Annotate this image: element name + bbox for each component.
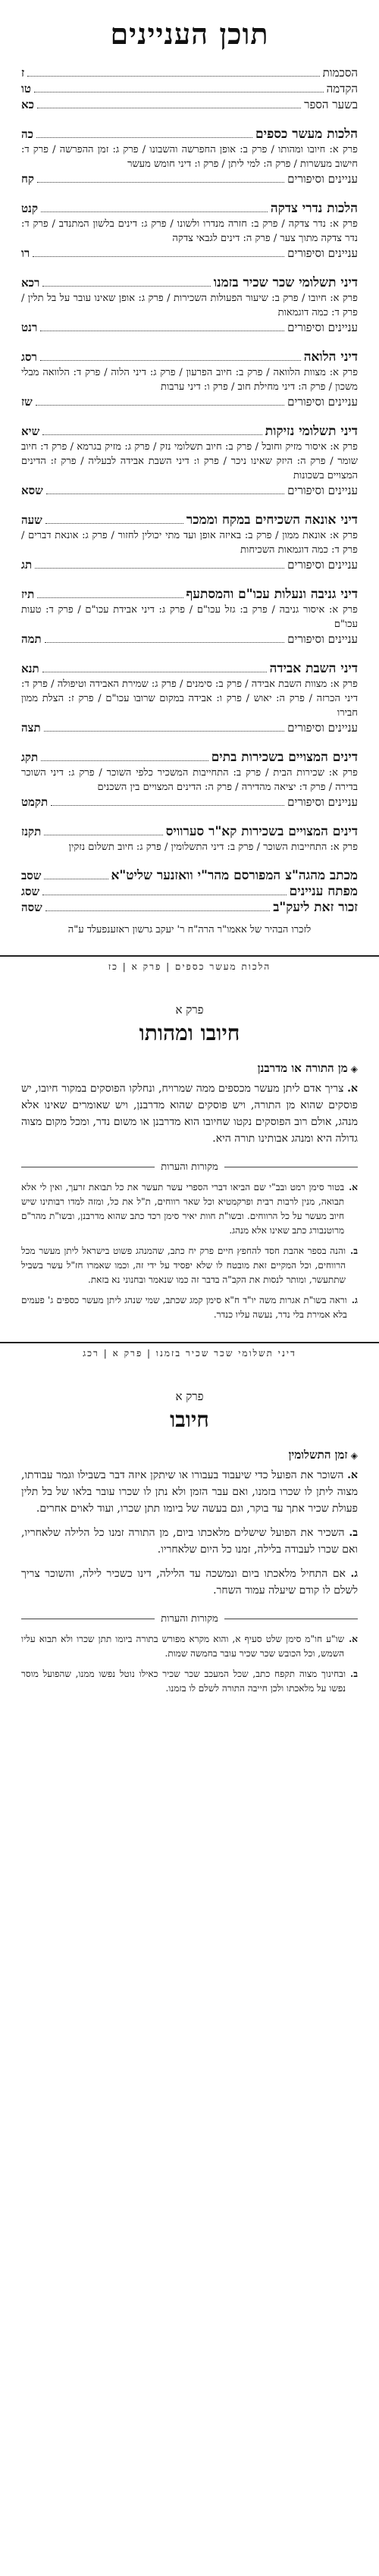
toc-chapter-list: פרק א: נדר צדקה / פרק ב: חזרה מנדרו ולשונו / פרק ג: דינים בלשון המתנדב / פרק ד: נדר צדקה מתוך צער / פרק ה: דינים לגבאי צדקה (21, 218, 358, 244)
toc-page: רכא (21, 276, 40, 290)
toc-section (21, 275, 358, 336)
toc-label: הקדמה (326, 82, 358, 96)
toc-section-heading (21, 424, 358, 440)
toc-row (21, 720, 358, 736)
toc-section (21, 201, 358, 262)
chapter-title: חיובו (170, 1407, 209, 1432)
note-text: והנה בספר אהבת חסד להחפץ חיים פרק יח כתב, שהמנהג פשוט בישראל ליתן מעשר מכל הרווחים, וכל המקיים זאת מובטח לו שלא יפסיד על ידי זה, וכמו שאמרו חז"ל עשר בשביל שתתעשר, ומותר לנסות את הקב"ה בדבר זה כמו שנאמר ובחנוני נא בזאת. (21, 1246, 346, 1285)
note-text: בטור סימן רמט ובב"י שם הביאו דברי הספרי עשר תעשר את כל תבואת זרעך, ואין לי אלא תבואה, מנין לרבות רבית ופרקמטיא וכל שאר רווחים, ת"ל את כל, ומזה למדו רבותינו שיש חיוב מעשר על כל הרווחים. ובשו"ת חוות יאיר סימן רכד כתב שהוא מדרבנן, ובשו"ת מהר"ם מרוטנבורג כתב שאינו אלא מנהג. (21, 1182, 345, 1236)
note-letter: א. (349, 1634, 358, 1644)
toc-section-heading (21, 587, 358, 603)
toc-label: דיני הלואה (303, 349, 358, 365)
toc-label: דיני תשלומי שכר שכיר בזמנו (213, 275, 358, 290)
chapter-title: חיובו ומהותו (139, 1020, 240, 1045)
toc-label: מפתח עניינים (289, 884, 358, 899)
toc-row (21, 794, 358, 810)
toc-chapter-list: פרק א: מצוות הלוואה / פרק ב: חיוב הפרעון / פרק ג: דיני הלוה / פרק ד: הלוואה מבלי משכון / פרק ה: דיני מחילת חוב / פרק ו: דיני ערבות (21, 367, 358, 393)
toc-title: תוכן העניינים (110, 17, 269, 51)
toc-row (21, 171, 358, 187)
source-note (21, 1667, 358, 1696)
sources-divider (21, 1161, 358, 1173)
page (0, 17, 379, 2576)
paragraph (21, 1467, 358, 1517)
toc-chapter-list: פרק א: חיובו ומהותו / פרק ב: אופן החפרשה והשבונו / פרק ג: זמן ההפרשה / פרק ד: חישוב מעשרות / פרק ה: למי ליתן / פרק ו: דיני חומש מעשר (21, 144, 358, 170)
toc-label: הלכות נדרי צדקה (270, 201, 358, 216)
toc-label: עניינים וסיפורים (287, 558, 358, 572)
toc-section (21, 750, 358, 810)
toc-row (21, 557, 358, 573)
toc-section (21, 127, 358, 187)
toc-chapter-list: פרק א: התחייבות השוכר / פרק ב: דיני התשלומין / פרק ג: חיוב תשלום נזקין (68, 841, 358, 853)
toc-front (21, 65, 358, 113)
note-letter: ג. (351, 1295, 358, 1305)
toc-section (21, 349, 358, 410)
toc-section (21, 824, 358, 854)
toc-page: תקמט (21, 795, 49, 809)
toc-label: דינים המצויים בשכירות קא"ר סערוויס (165, 824, 358, 839)
toc-label: דינים המצויים בשכירות בתים (211, 750, 358, 765)
toc-row (21, 884, 358, 900)
toc-section (21, 661, 358, 736)
page-divider (0, 955, 379, 957)
chapter-label: פרק א (175, 1003, 204, 1017)
toc-section (21, 512, 358, 573)
toc-page: קח (21, 172, 34, 186)
paragraph-text: השכיר את הפועל שישלים מלאכתו ביום, מן התורה זמנו כל הלילה שלאחריו, ואם שכרו לעבודה בלילה, זמנו כל היום שלאחריו. (21, 1527, 358, 1556)
toc-label: הלכות מעשר כספים (255, 127, 358, 142)
source-note (21, 1180, 358, 1238)
toc-chapter-list: פרק א: שכירות הבית / פרק ב: התחייבות המשכיר כלפי השוכר / פרק ג: דיני השוכר בדירה / פרק ד: יציאה מהדירה / פרק ה: הדינים המצויים בין השכנים (21, 767, 358, 793)
sources-divider (21, 1612, 358, 1625)
toc-label: זכור זאת ליעק"ב (273, 900, 358, 915)
toc-label: עניינים וסיפורים (287, 721, 358, 735)
toc-chapter-list: פרק א: מצוות השבת אבידה / פרק ב: סימנים / פרק ג: שמירת האבידה וטיפולה / פרק ד: דיני הכרזה / פרק ה: יאוש / פרק ו: אבידה במקום שרובו עכו"ם / פרק ז: הצלת ממון חבירו (21, 678, 358, 719)
toc-page: קנט (21, 202, 38, 215)
toc-row (21, 320, 358, 336)
toc-row (21, 246, 358, 262)
paragraph-list (21, 1467, 358, 1599)
toc-page: שסג (21, 885, 40, 898)
paragraph-letter: ב. (349, 1527, 358, 1539)
toc-label: מכתב מהגה"צ המפורסם מהר"י וואזנער שליט"א (111, 868, 358, 883)
paragraph-letter: א. (347, 1469, 358, 1481)
note-letter: ב. (350, 1669, 358, 1679)
toc-label: עניינים וסיפורים (287, 172, 358, 186)
toc-row (21, 97, 358, 113)
toc-section-heading (21, 750, 358, 766)
paragraph-text: אם התחיל מלאכתו ביום ונמשכה עד הלילה, דינו כשכיר לילה, והשוכר צריך לשלם לו קודם שיעלה עמוד השחר. (21, 1568, 358, 1597)
toc-section-heading (21, 275, 358, 291)
toc-page: תג (21, 558, 33, 572)
toc-label: הסכמות (322, 66, 358, 80)
toc-page: תקג (21, 751, 39, 764)
toc-page: טו (21, 82, 31, 96)
sources-label: מקורות והערות (161, 1613, 218, 1625)
toc-page: רסג (21, 350, 37, 364)
toc-row (21, 868, 358, 884)
toc-section (21, 424, 358, 499)
paragraph (21, 1525, 358, 1558)
toc-section-heading (21, 512, 358, 528)
dedication: לזכרו הבהיר של אאמו"ר הרה"ח ר' יעקב גרשון ראזענפעלד ע"ה (67, 924, 312, 935)
toc-page: כה (21, 127, 33, 141)
paragraph-text: צריך אדם ליתן מעשר מכספים ממה שמרויח, ונחלקו הפוסקים במקור חיובו, יש פוסקים שהוא מן התורה, ויש פוסקים שהוא מדרבנן, ויש שאומרים שאינו אלא מנהג, אולם רוב הפוסקים נקטו שחיובו הוא מדרבנן או משום נדר, ומכל מקום מצוה גדולה היא ומנהג אבותינו תורה היא. (21, 1083, 358, 1145)
toc-section-heading (21, 201, 358, 217)
toc-section-heading (21, 661, 358, 677)
toc-chapter-list: פרק א: איסור גניבה / פרק ב: גזל עכו"ם / פרק ג: דיני אבידת עכו"ם / פרק ד: טעות עכו"ם (21, 604, 358, 630)
note-letter: א. (349, 1182, 358, 1192)
toc-page: שז (21, 395, 33, 409)
toc-page: תמה (21, 632, 42, 646)
toc-label: עניינים וסיפורים (287, 484, 358, 497)
page-divider (0, 1342, 379, 1343)
toc-page: רנט (21, 321, 38, 334)
chapter-label: פרק א (175, 1390, 204, 1403)
toc-section (21, 587, 358, 647)
toc-chapter-list: פרק א: חיובו / פרק ב: שיעור הפעולות השכירות / פרק ג: אופן שאינו עובר על בל תלין / פרק ד: כמה דוגמאות (21, 293, 358, 318)
paragraph (21, 1565, 358, 1599)
note-letter: ב. (350, 1246, 358, 1256)
toc-label: דיני אונאה השכיחים במקח וממכר (186, 512, 358, 528)
toc-page: ז (21, 66, 25, 80)
topic-heading: ◈ מן התורה או מדרבנן (21, 1061, 358, 1076)
source-note (21, 1293, 358, 1322)
paragraph-letter: א. (347, 1083, 358, 1095)
toc-label: בשער הספר (304, 98, 358, 111)
source-note (21, 1632, 358, 1661)
toc-section-heading (21, 824, 358, 840)
toc-page: שסב (21, 869, 42, 882)
toc-page: שעה (21, 513, 42, 527)
toc-row (21, 81, 358, 97)
toc-label: עניינים וסיפורים (287, 321, 358, 334)
toc-label: עניינים וסיפורים (287, 395, 358, 409)
toc-row (21, 65, 358, 81)
running-head: דיני תשלומי שכר שכיר בזמנו | פרק א | רכג (83, 1348, 296, 1359)
running-head: הלכות מעשר כספים | פרק א | כז (108, 961, 271, 972)
toc-back (21, 868, 358, 935)
toc-section-heading (21, 127, 358, 143)
toc-label: עניינים וסיפורים (287, 632, 358, 646)
toc-label: דיני השבת אבידה (269, 661, 358, 676)
notes-list (21, 1180, 358, 1322)
sources-label: מקורות והערות (161, 1161, 218, 1173)
toc-label: עניינים וסיפורים (287, 246, 358, 260)
notes-list (21, 1632, 358, 1696)
toc-page: שסא (21, 484, 43, 497)
note-text: שו"ע חו"מ סימן שלט סעיף א, והוא מקרא מפורש בתורה ביומו תתן שכרו ולא תבוא עליו השמש, וכל הכובש שכר שכיר עובר בחמשה שמות. (21, 1634, 345, 1659)
topic-heading: ◈ זמן התשלומין (21, 1448, 358, 1462)
paragraph-letter: ג. (350, 1568, 358, 1580)
toc-label: עניינים וסיפורים (287, 795, 358, 809)
source-note (21, 1244, 358, 1287)
toc-chapter-list: פרק א: אונאת ממון / פרק ב: באיזה אופן ועד מתי יכולין לחזור / פרק ג: אונאת דברים / פרק ד: כמה דוגמאות השכיחות (21, 530, 358, 556)
toc-page: כא (21, 98, 34, 111)
toc-label: דיני תשלומי נזיקות (265, 424, 358, 439)
toc-label: דיני גניבה ונעלות עכו"ם והמסתעף (186, 587, 358, 602)
toc-row (21, 394, 358, 410)
toc-page: שיא (21, 425, 40, 438)
toc-page: רו (21, 246, 30, 260)
toc-page: תנא (21, 662, 39, 675)
toc-page: תצה (21, 721, 41, 735)
note-text: וראה בשו"ת אגרות משה יו"ד ח"א סימן קמג שכתב, שמי שנהג ליתן מעשר כספים ג' פעמים בלא אמירת בלי נדר, נעשה עליו כנדר. (21, 1295, 347, 1320)
toc-sections (21, 127, 358, 854)
toc-row (21, 900, 358, 916)
paragraph-text: השוכר את הפועל כדי שיעבוד בעבורו או שיתקן איזה דבר בשבילו וגמר עבודתו, מצוה ליתן לו שכרו בזמנו, ואם עבר הזמן ולא נתן לו שכרו עובר בלאו של בל תלין פעולת שכיר אתך עד בוקר, וגם בעשה של ביומו תתן שכרו, ועוד לאוים אחרים. (21, 1469, 358, 1515)
toc-row (21, 483, 358, 499)
paragraph (21, 1080, 358, 1147)
toc-section-heading (21, 349, 358, 365)
toc-row (21, 631, 358, 647)
toc-page: תיז (21, 588, 35, 601)
toc-page: שסה (21, 901, 42, 914)
toc-page: תקנז (21, 825, 42, 838)
note-text: ובחינוך מצוה תקפח כתב, שכל המעכב שכר שכיר כאילו נוטל נפשו ממנו, שהפועל מוסר נפשו על מלאכתו ולכן חייבה התורה לשלם לו בזמנו. (21, 1669, 346, 1694)
toc-chapter-list: פרק א: איסור מזיק וחובל / פרק ב: חיוב תשלומי נזק / פרק ג: מזיק בגרמא / פרק ד: חיוב שומר / פרק ה: היזק שאינו ניכר / פרק ו: דיני השבת אבידה לבעליה / פרק ז: הדינים המצויים בשכונות (21, 441, 358, 481)
